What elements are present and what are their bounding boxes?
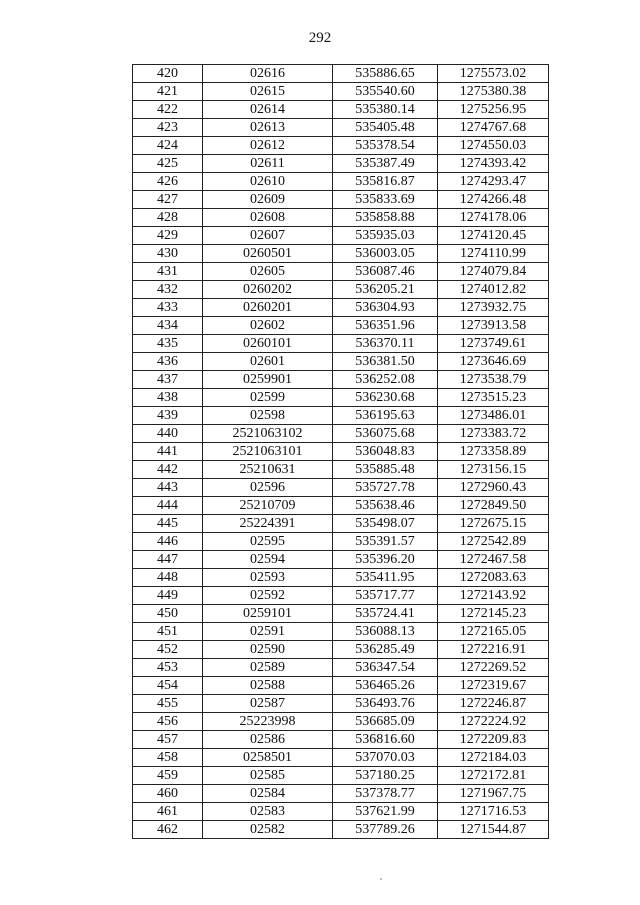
x-coordinate-cell: 535724.41 — [333, 605, 438, 623]
point-code-cell: 02585 — [203, 767, 333, 785]
point-index-cell: 442 — [133, 461, 203, 479]
point-index-cell: 438 — [133, 389, 203, 407]
x-coordinate-cell: 535885.48 — [333, 461, 438, 479]
point-code-cell: 02602 — [203, 317, 333, 335]
table-row — [133, 443, 549, 461]
point-code-cell: 02608 — [203, 209, 333, 227]
y-coordinate-cell: 1274767.68 — [438, 119, 549, 137]
page-number: 292 — [308, 30, 332, 46]
point-index-cell: 423 — [133, 119, 203, 137]
point-code-cell: 02584 — [203, 785, 333, 803]
x-coordinate-cell: 535858.88 — [333, 209, 438, 227]
point-code-cell: 02599 — [203, 389, 333, 407]
table-row — [133, 461, 549, 479]
x-coordinate-cell: 535935.03 — [333, 227, 438, 245]
point-index-cell: 433 — [133, 299, 203, 317]
point-index-cell: 457 — [133, 731, 203, 749]
y-coordinate-cell: 1274266.48 — [438, 191, 549, 209]
y-coordinate-cell: 1272224.92 — [438, 713, 549, 731]
y-coordinate-cell: 1273646.69 — [438, 353, 549, 371]
x-coordinate-cell: 535816.87 — [333, 173, 438, 191]
x-coordinate-cell: 536381.50 — [333, 353, 438, 371]
point-index-cell: 437 — [133, 371, 203, 389]
point-code-cell: 02589 — [203, 659, 333, 677]
point-code-cell: 02614 — [203, 101, 333, 119]
y-coordinate-cell: 1273538.79 — [438, 371, 549, 389]
point-index-cell: 429 — [133, 227, 203, 245]
table-row — [133, 83, 549, 101]
table-row — [133, 785, 549, 803]
x-coordinate-cell: 535833.69 — [333, 191, 438, 209]
y-coordinate-cell: 1272675.15 — [438, 515, 549, 533]
y-coordinate-cell: 1271967.75 — [438, 785, 549, 803]
point-code-cell: 02582 — [203, 821, 333, 839]
x-coordinate-cell: 536075.68 — [333, 425, 438, 443]
point-index-cell: 420 — [133, 65, 203, 83]
point-code-cell: 02583 — [203, 803, 333, 821]
x-coordinate-cell: 535638.46 — [333, 497, 438, 515]
point-index-cell: 439 — [133, 407, 203, 425]
x-coordinate-cell: 536003.05 — [333, 245, 438, 263]
x-coordinate-cell: 535405.48 — [333, 119, 438, 137]
point-code-cell: 25224391 — [203, 515, 333, 533]
point-code-cell: 02594 — [203, 551, 333, 569]
point-index-cell: 431 — [133, 263, 203, 281]
x-coordinate-cell: 535387.49 — [333, 155, 438, 173]
point-code-cell: 0260202 — [203, 281, 333, 299]
table-row — [133, 65, 549, 83]
table-row — [133, 749, 549, 767]
point-index-cell: 449 — [133, 587, 203, 605]
point-index-cell: 451 — [133, 623, 203, 641]
y-coordinate-cell: 1272246.87 — [438, 695, 549, 713]
y-coordinate-cell: 1273383.72 — [438, 425, 549, 443]
table-row — [133, 191, 549, 209]
point-code-cell: 02613 — [203, 119, 333, 137]
x-coordinate-cell: 536048.83 — [333, 443, 438, 461]
point-index-cell: 452 — [133, 641, 203, 659]
x-coordinate-cell: 536088.13 — [333, 623, 438, 641]
table-row — [133, 695, 549, 713]
x-coordinate-cell: 536816.60 — [333, 731, 438, 749]
point-index-cell: 424 — [133, 137, 203, 155]
point-code-cell: 02611 — [203, 155, 333, 173]
table-row — [133, 551, 549, 569]
y-coordinate-cell: 1272269.52 — [438, 659, 549, 677]
y-coordinate-cell: 1275256.95 — [438, 101, 549, 119]
point-index-cell: 446 — [133, 533, 203, 551]
y-coordinate-cell: 1272209.83 — [438, 731, 549, 749]
y-coordinate-cell: 1272145.23 — [438, 605, 549, 623]
table-row — [133, 479, 549, 497]
y-coordinate-cell: 1273515.23 — [438, 389, 549, 407]
x-coordinate-cell: 536285.49 — [333, 641, 438, 659]
table-row — [133, 101, 549, 119]
table-row — [133, 659, 549, 677]
table-row — [133, 641, 549, 659]
table-row — [133, 767, 549, 785]
table-row — [133, 389, 549, 407]
x-coordinate-cell: 535498.07 — [333, 515, 438, 533]
point-code-cell: 02598 — [203, 407, 333, 425]
y-coordinate-cell: 1272143.92 — [438, 587, 549, 605]
table-row — [133, 119, 549, 137]
x-coordinate-cell: 536370.11 — [333, 335, 438, 353]
y-coordinate-cell: 1274012.82 — [438, 281, 549, 299]
y-coordinate-cell: 1273156.15 — [438, 461, 549, 479]
table-row — [133, 803, 549, 821]
point-index-cell: 445 — [133, 515, 203, 533]
point-code-cell: 02588 — [203, 677, 333, 695]
x-coordinate-cell: 535378.54 — [333, 137, 438, 155]
x-coordinate-cell: 535391.57 — [333, 533, 438, 551]
point-code-cell: 25210709 — [203, 497, 333, 515]
table-row — [133, 281, 549, 299]
x-coordinate-cell: 536347.54 — [333, 659, 438, 677]
x-coordinate-cell: 535717.77 — [333, 587, 438, 605]
point-code-cell: 0260201 — [203, 299, 333, 317]
table-row — [133, 407, 549, 425]
x-coordinate-cell: 535540.60 — [333, 83, 438, 101]
x-coordinate-cell: 537378.77 — [333, 785, 438, 803]
point-index-cell: 435 — [133, 335, 203, 353]
point-code-cell: 0260101 — [203, 335, 333, 353]
point-code-cell: 2521063101 — [203, 443, 333, 461]
point-code-cell: 02601 — [203, 353, 333, 371]
x-coordinate-cell: 536205.21 — [333, 281, 438, 299]
point-index-cell: 426 — [133, 173, 203, 191]
y-coordinate-cell: 1273358.89 — [438, 443, 549, 461]
y-coordinate-cell: 1272184.03 — [438, 749, 549, 767]
point-code-cell: 02607 — [203, 227, 333, 245]
x-coordinate-cell: 537070.03 — [333, 749, 438, 767]
y-coordinate-cell: 1275573.02 — [438, 65, 549, 83]
x-coordinate-cell: 537180.25 — [333, 767, 438, 785]
point-index-cell: 462 — [133, 821, 203, 839]
point-code-cell: 02595 — [203, 533, 333, 551]
x-coordinate-cell: 536195.63 — [333, 407, 438, 425]
x-coordinate-cell: 536087.46 — [333, 263, 438, 281]
y-coordinate-cell: 1272319.67 — [438, 677, 549, 695]
x-coordinate-cell: 536252.08 — [333, 371, 438, 389]
table-row — [133, 425, 549, 443]
point-code-cell: 02587 — [203, 695, 333, 713]
point-index-cell: 461 — [133, 803, 203, 821]
table-row — [133, 497, 549, 515]
point-code-cell: 02615 — [203, 83, 333, 101]
x-coordinate-cell: 535886.65 — [333, 65, 438, 83]
table-row — [133, 587, 549, 605]
point-code-cell: 0259101 — [203, 605, 333, 623]
point-index-cell: 427 — [133, 191, 203, 209]
y-coordinate-cell: 1272172.81 — [438, 767, 549, 785]
y-coordinate-cell: 1274393.42 — [438, 155, 549, 173]
point-index-cell: 453 — [133, 659, 203, 677]
point-code-cell: 02592 — [203, 587, 333, 605]
point-code-cell: 02591 — [203, 623, 333, 641]
point-code-cell: 02610 — [203, 173, 333, 191]
table-row — [133, 623, 549, 641]
point-code-cell: 0260501 — [203, 245, 333, 263]
point-code-cell: 25223998 — [203, 713, 333, 731]
y-coordinate-cell: 1274079.84 — [438, 263, 549, 281]
y-coordinate-cell: 1273749.61 — [438, 335, 549, 353]
point-index-cell: 443 — [133, 479, 203, 497]
x-coordinate-cell: 536351.96 — [333, 317, 438, 335]
y-coordinate-cell: 1274178.06 — [438, 209, 549, 227]
point-index-cell: 460 — [133, 785, 203, 803]
point-code-cell: 2521063102 — [203, 425, 333, 443]
table-row — [133, 317, 549, 335]
y-coordinate-cell: 1271716.53 — [438, 803, 549, 821]
point-code-cell: 02612 — [203, 137, 333, 155]
point-index-cell: 422 — [133, 101, 203, 119]
y-coordinate-cell: 1275380.38 — [438, 83, 549, 101]
table-row — [133, 677, 549, 695]
scan-speck — [380, 878, 382, 880]
x-coordinate-cell: 535727.78 — [333, 479, 438, 497]
point-code-cell: 0259901 — [203, 371, 333, 389]
table-row — [133, 245, 549, 263]
x-coordinate-cell: 535396.20 — [333, 551, 438, 569]
y-coordinate-cell: 1272849.50 — [438, 497, 549, 515]
point-index-cell: 421 — [133, 83, 203, 101]
point-index-cell: 440 — [133, 425, 203, 443]
y-coordinate-cell: 1272467.58 — [438, 551, 549, 569]
point-index-cell: 432 — [133, 281, 203, 299]
x-coordinate-cell: 536685.09 — [333, 713, 438, 731]
x-coordinate-cell: 537789.26 — [333, 821, 438, 839]
y-coordinate-cell: 1274110.99 — [438, 245, 549, 263]
y-coordinate-cell: 1274120.45 — [438, 227, 549, 245]
x-coordinate-cell: 536304.93 — [333, 299, 438, 317]
point-index-cell: 459 — [133, 767, 203, 785]
point-index-cell: 430 — [133, 245, 203, 263]
y-coordinate-cell: 1272542.89 — [438, 533, 549, 551]
point-code-cell: 02596 — [203, 479, 333, 497]
table-row — [133, 137, 549, 155]
point-index-cell: 455 — [133, 695, 203, 713]
point-index-cell: 448 — [133, 569, 203, 587]
point-index-cell: 447 — [133, 551, 203, 569]
point-index-cell: 458 — [133, 749, 203, 767]
x-coordinate-cell: 535411.95 — [333, 569, 438, 587]
y-coordinate-cell: 1272165.05 — [438, 623, 549, 641]
x-coordinate-cell: 537621.99 — [333, 803, 438, 821]
table-row — [133, 515, 549, 533]
table-row — [133, 209, 549, 227]
x-coordinate-cell: 536493.76 — [333, 695, 438, 713]
table-row — [133, 605, 549, 623]
table-row — [133, 713, 549, 731]
point-code-cell: 02590 — [203, 641, 333, 659]
table-row — [133, 353, 549, 371]
table-row — [133, 263, 549, 281]
point-index-cell: 425 — [133, 155, 203, 173]
point-index-cell: 434 — [133, 317, 203, 335]
x-coordinate-cell: 536230.68 — [333, 389, 438, 407]
table-row — [133, 299, 549, 317]
y-coordinate-cell: 1274550.03 — [438, 137, 549, 155]
point-index-cell: 444 — [133, 497, 203, 515]
point-index-cell: 441 — [133, 443, 203, 461]
point-code-cell: 02586 — [203, 731, 333, 749]
point-index-cell: 428 — [133, 209, 203, 227]
point-index-cell: 454 — [133, 677, 203, 695]
table-row — [133, 533, 549, 551]
point-code-cell: 25210631 — [203, 461, 333, 479]
y-coordinate-cell: 1272960.43 — [438, 479, 549, 497]
x-coordinate-cell: 535380.14 — [333, 101, 438, 119]
y-coordinate-cell: 1273486.01 — [438, 407, 549, 425]
table-row — [133, 731, 549, 749]
table-row — [133, 173, 549, 191]
table-row — [133, 227, 549, 245]
table-row — [133, 155, 549, 173]
point-code-cell: 02616 — [203, 65, 333, 83]
table-row — [133, 821, 549, 839]
coordinates-table — [132, 64, 549, 839]
y-coordinate-cell: 1273932.75 — [438, 299, 549, 317]
table-row — [133, 569, 549, 587]
point-code-cell: 02609 — [203, 191, 333, 209]
point-code-cell: 02593 — [203, 569, 333, 587]
point-code-cell: 0258501 — [203, 749, 333, 767]
y-coordinate-cell: 1274293.47 — [438, 173, 549, 191]
x-coordinate-cell: 536465.26 — [333, 677, 438, 695]
point-index-cell: 450 — [133, 605, 203, 623]
y-coordinate-cell: 1272216.91 — [438, 641, 549, 659]
y-coordinate-cell: 1271544.87 — [438, 821, 549, 839]
table-row — [133, 371, 549, 389]
coordinates-table-body — [133, 65, 549, 839]
y-coordinate-cell: 1273913.58 — [438, 317, 549, 335]
table-row — [133, 335, 549, 353]
point-index-cell: 456 — [133, 713, 203, 731]
point-index-cell: 436 — [133, 353, 203, 371]
point-code-cell: 02605 — [203, 263, 333, 281]
y-coordinate-cell: 1272083.63 — [438, 569, 549, 587]
